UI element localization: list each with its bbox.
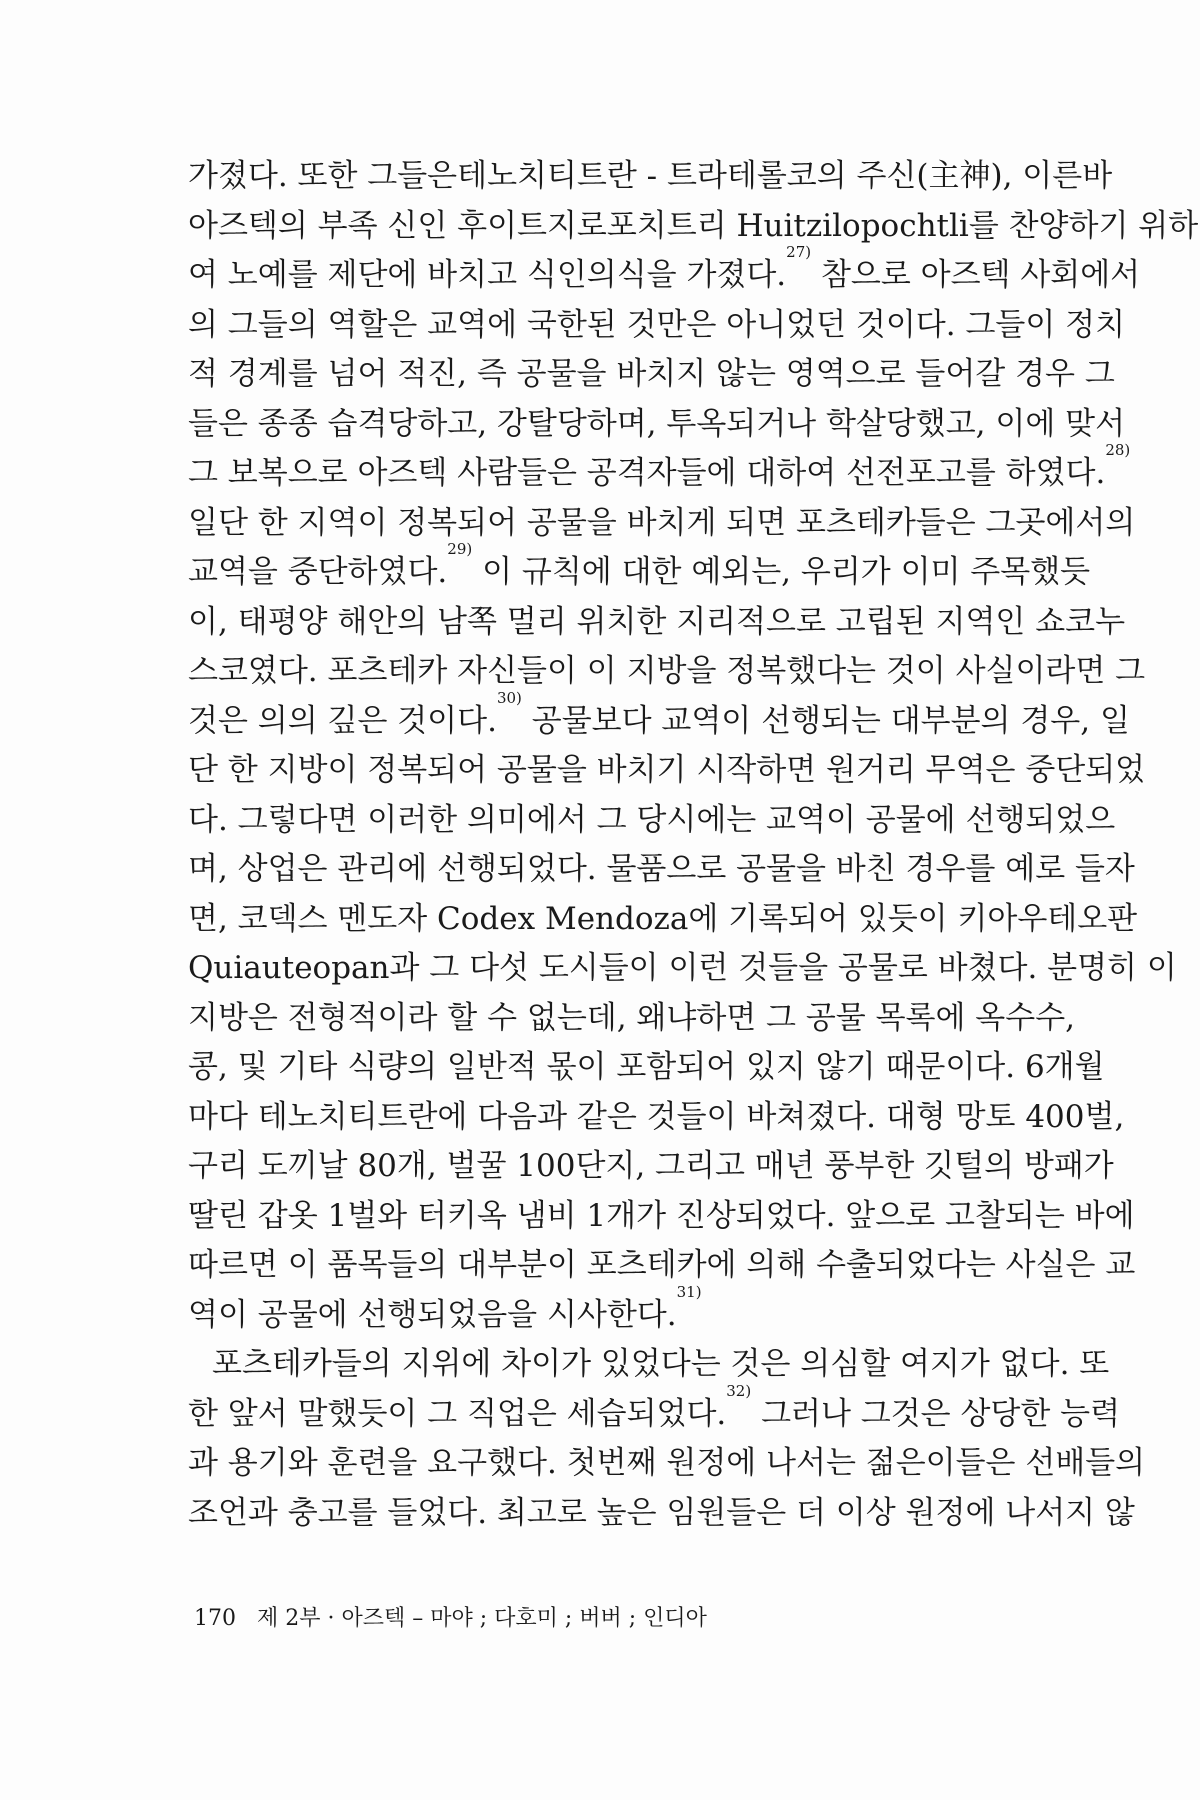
line-text: 역이 공물에 선행되었음을 시사한다.	[188, 1296, 677, 1333]
footnote-marker: 31)	[676, 1282, 702, 1301]
text-line	[188, 1439, 1146, 1489]
line-text: 그 보복으로 아즈텍 사람들은 공격자들에 대하여 선전포고를 하였다.	[188, 455, 1106, 491]
line-text-continued: 이 규칙에 대한 예외는, 우리가 이미 주목했듯	[472, 554, 1091, 590]
text-line	[188, 301, 1126, 351]
text-line	[188, 1282, 1073, 1341]
line-text: 조언과 충고를 들었다. 최고로 높은 임원들은 더 이상 원정에 나서지 않	[188, 1494, 1135, 1531]
text-line	[188, 688, 1130, 747]
line-text: 아즈텍의 부족 신인 후이트지로포치트리 Huitzilopochtli를 찬양하기 위하	[188, 207, 1199, 244]
text-line	[188, 1093, 1125, 1143]
line-text: 단 한 지방이 정복되어 공물을 바치기 시작하면 원거리 무역은 중단되었	[188, 752, 1146, 788]
line-text: 며, 상업은 관리에 선행되었다. 물품으로 공물을 바친 경우를 예로 들자	[188, 851, 1135, 887]
text-line	[188, 1142, 1114, 1192]
text-line	[188, 499, 1136, 549]
text-line	[188, 944, 1177, 994]
line-text: 구리 도끼날 80개, 벌꿀 100단지, 그리고 매년 풍부한 깃털의 방패가	[188, 1148, 1114, 1184]
line-text: 것은 의의 깊은 것이다.	[188, 702, 497, 739]
text-line	[188, 845, 1135, 895]
line-text: 한 앞서 말했듯이 그 직업은 세습되었다.	[188, 1395, 727, 1432]
text-line	[188, 1043, 1105, 1093]
text-line	[188, 1192, 1135, 1242]
text-line	[188, 202, 1199, 252]
line-text: 교역을 중단하였다.	[188, 554, 448, 590]
line-text-continued: 그러나 그것은 상당한 능력	[751, 1395, 1121, 1432]
text-line	[188, 598, 1126, 648]
line-text: 가졌다. 또한 그들은테노치티트란 - 트라테롤코의 주신(主神), 이른바	[188, 158, 1113, 194]
line-text: 과 용기와 훈련을 요구했다. 첫번째 원정에 나서는 젊은이들은 선배들의	[188, 1445, 1146, 1481]
line-text: 적 경계를 넘어 적진, 즉 공물을 바치지 않는 영역으로 들어갈 경우 그	[188, 356, 1115, 392]
line-text: 의 그들의 역할은 교역에 국한된 것만은 아니었던 것이다. 그들이 정치	[188, 306, 1126, 343]
text-line	[188, 895, 1138, 945]
page-number: 170	[194, 1606, 236, 1631]
footnote-marker: 28)	[1105, 441, 1131, 459]
text-line	[188, 350, 1115, 400]
running-head: 제 2부 · 아즈텍 – 마야 ; 다호미 ; 버버 ; 인디아	[257, 1606, 707, 1631]
line-text: 스코였다. 포츠테카 자신들이 이 지방을 정복했다는 것이 사실이라면 그	[188, 653, 1146, 689]
line-text: 다. 그렇다면 이러한 의미에서 그 당시에는 교역이 공물에 선행되었으	[188, 801, 1116, 838]
line-text: 딸린 갑옷 1벌와 터키옥 냄비 1개가 진상되었다. 앞으로 고찰되는 바에	[188, 1197, 1135, 1234]
line-text: 이, 태평양 해안의 남쪽 멀리 위치한 지리적으로 고립된 지역인 쇼코누	[188, 603, 1126, 640]
line-text: 면, 코덱스 멘도자 Codex Mendoza에 기록되어 있듯이 키아우테오판	[188, 900, 1138, 937]
line-text: 마다 테노치티트란에 다음과 같은 것들이 바쳐졌다. 대형 망토 400벌,	[188, 1098, 1125, 1135]
line-text: 지방은 전형적이라 할 수 없는데, 왜냐하면 그 공물 목록에 옥수수,	[188, 999, 1075, 1036]
paragraph-1	[188, 152, 1199, 1340]
line-text: 일단 한 지역이 정복되어 공물을 바치게 되면 포츠테카들은 그곳에서의	[188, 504, 1136, 541]
body-text	[188, 152, 1199, 1538]
line-text: 들은 종종 습격당하고, 강탈당하며, 투옥되거나 학살당했고, 이에 맞서	[188, 405, 1126, 442]
line-text: 여 노예를 제단에 바치고 식인의식을 가졌다.	[188, 257, 787, 293]
text-line	[188, 1381, 1121, 1440]
line-text: 따르면 이 품목들의 대부분이 포츠테카에 의해 수출되었다는 사실은 교	[188, 1247, 1136, 1283]
line-text: Quiauteopan과 그 다섯 도시들이 이런 것들을 공물로 바쳤다. 분명히 이	[188, 950, 1177, 986]
footnote-marker: 32)	[726, 1381, 752, 1400]
text-line	[188, 1489, 1135, 1539]
text-line	[188, 152, 1113, 202]
line-text: 포츠테카들의 지위에 차이가 있었다는 것은 의심할 여지가 없다. 또	[212, 1346, 1110, 1382]
footnote-marker: 30)	[496, 688, 522, 707]
line-text-continued: 공물보다 교역이 선행되는 대부분의 경우, 일	[521, 702, 1130, 739]
text-line	[188, 647, 1146, 697]
text-line	[188, 400, 1126, 450]
footnote-marker: 27)	[786, 243, 812, 261]
line-text-continued: 참으로 아즈텍 사회에서	[811, 257, 1141, 293]
text-line	[188, 243, 1141, 301]
page-footer	[194, 1601, 707, 1632]
paragraph-2	[188, 1340, 1146, 1538]
text-line	[188, 441, 1131, 499]
text-line	[188, 746, 1146, 796]
text-line	[188, 994, 1073, 1044]
footnote-marker: 29)	[447, 540, 473, 558]
text-line	[188, 1340, 1110, 1390]
text-line	[188, 796, 1116, 846]
text-line	[188, 1241, 1136, 1291]
line-text: 콩, 및 기타 식량의 일반적 몫이 포함되어 있지 않기 때문이다. 6개월	[188, 1049, 1105, 1085]
text-line	[188, 540, 1091, 598]
